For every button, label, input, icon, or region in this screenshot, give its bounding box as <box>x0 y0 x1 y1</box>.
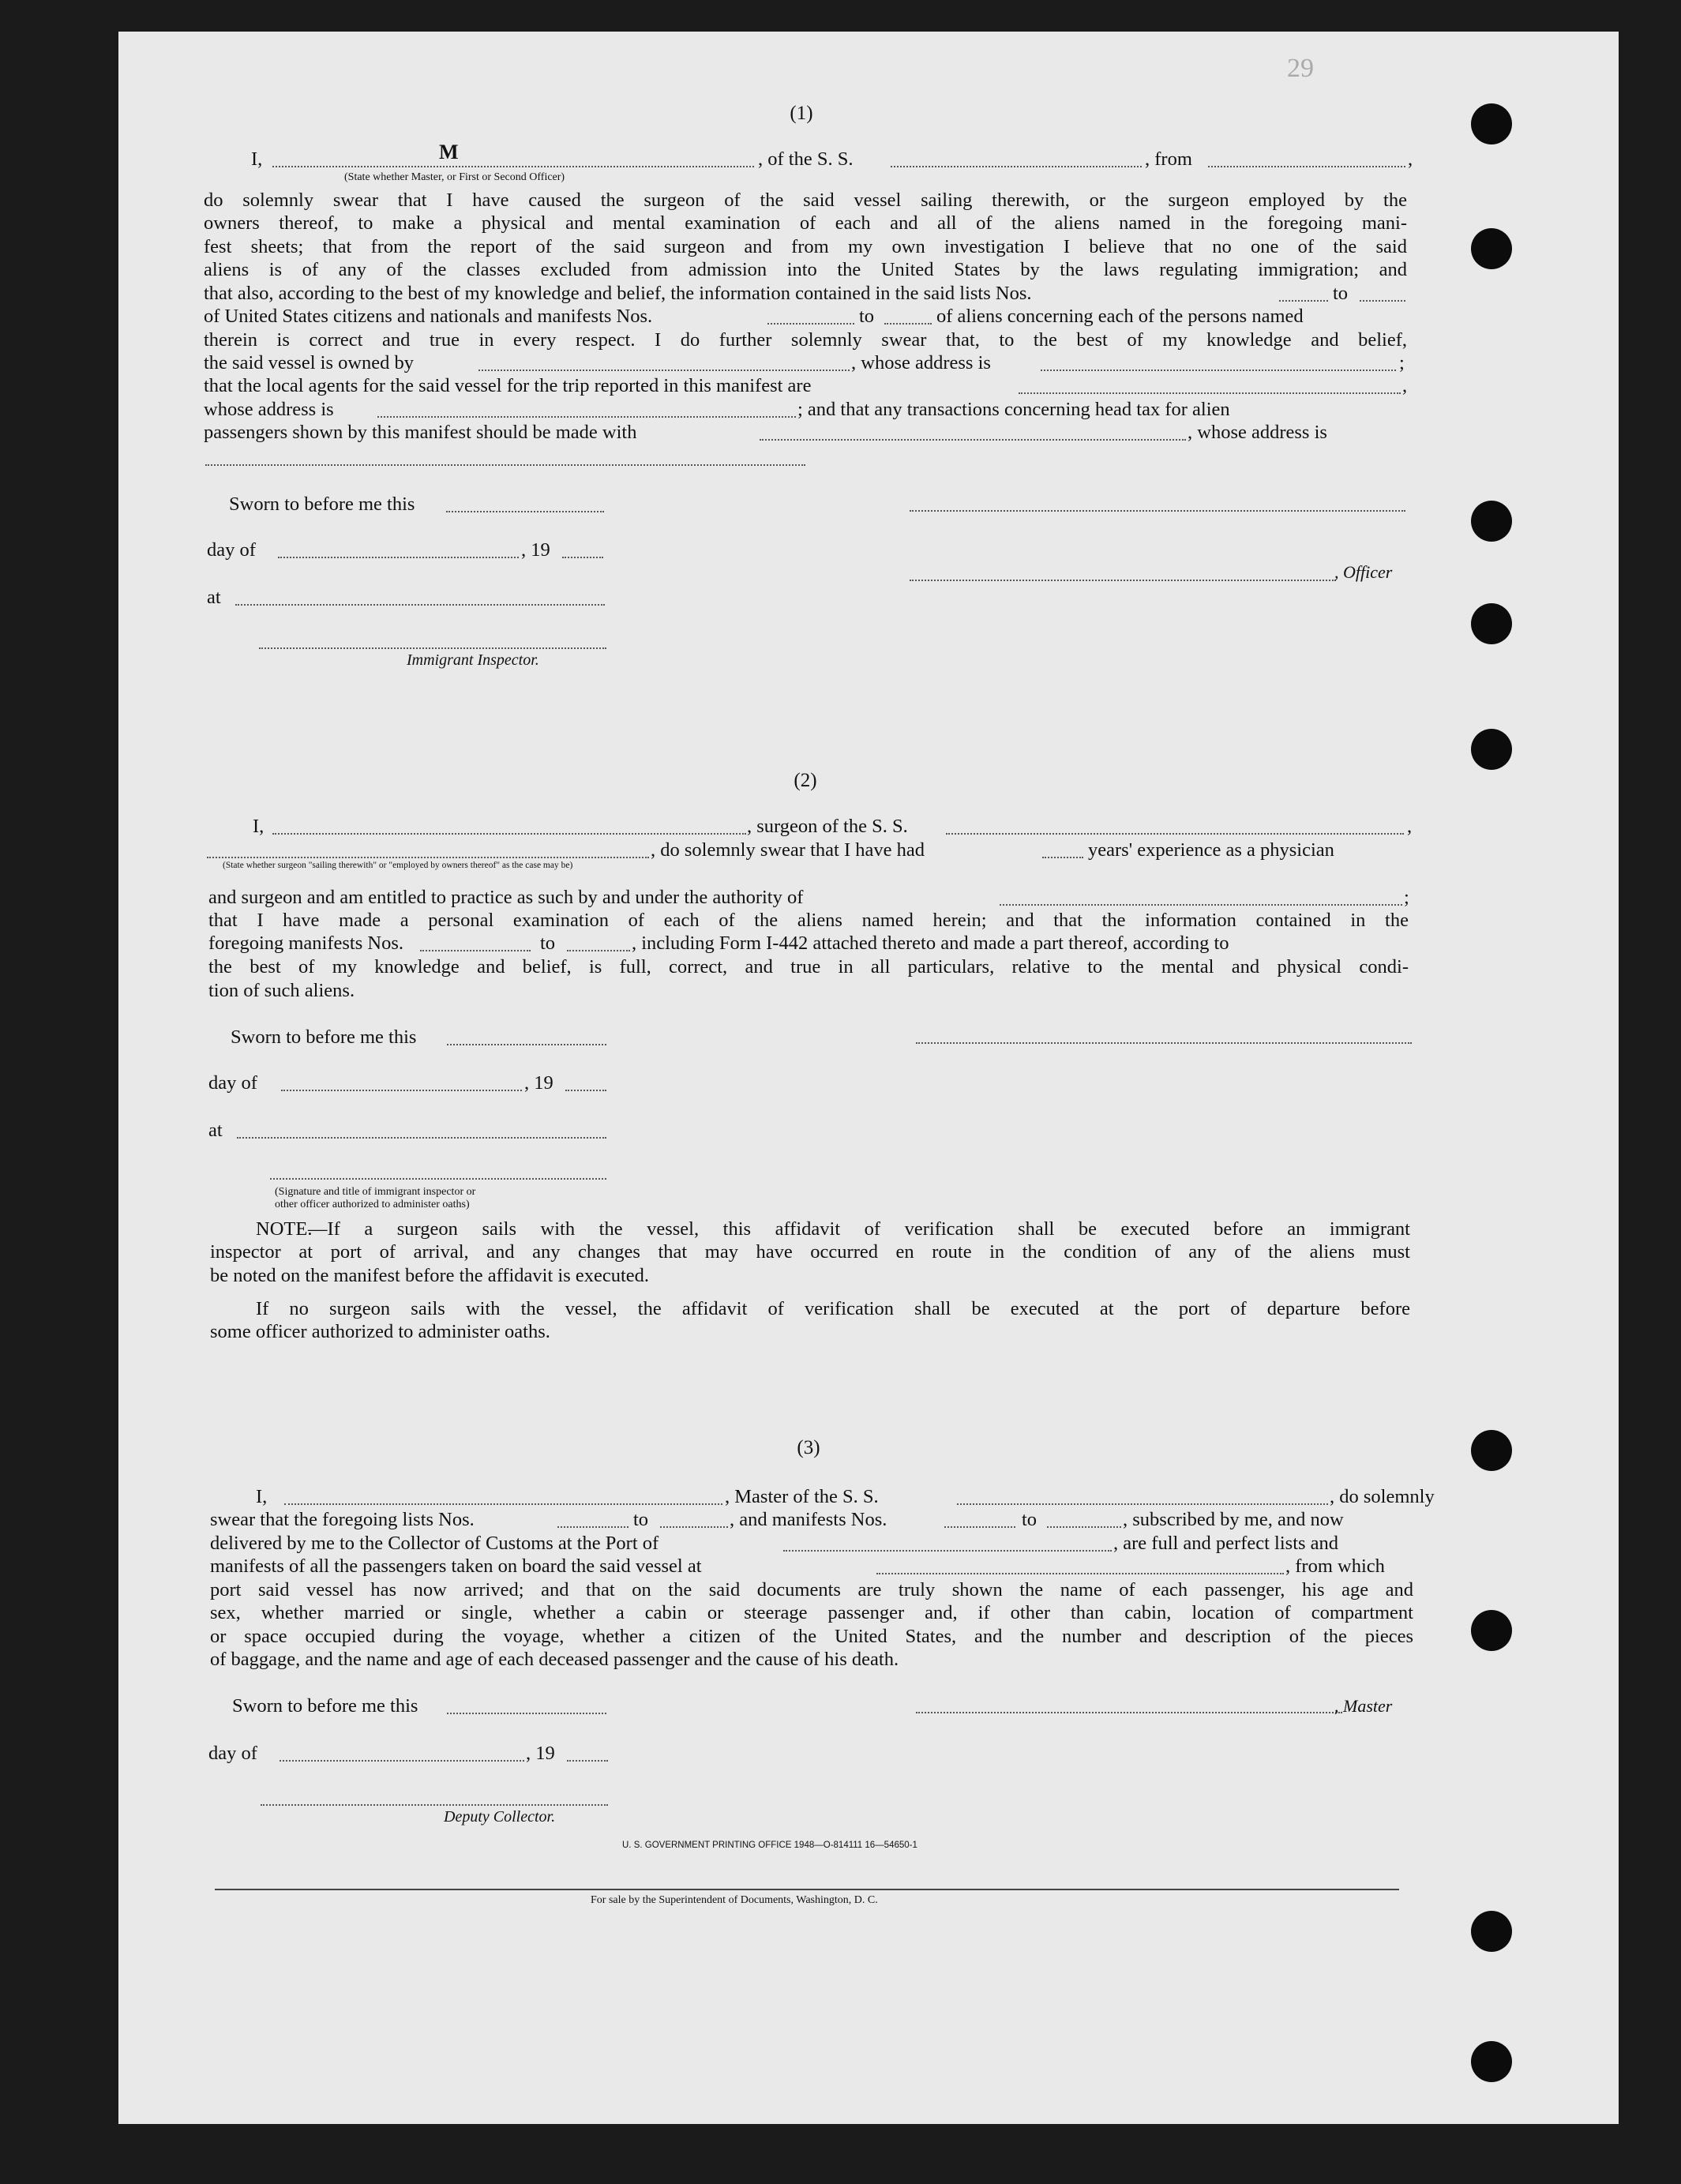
sec3-full-perfect: , are full and perfect lists and <box>1113 1533 1339 1554</box>
sec3-line: port said vessel has now arrived; and that on the said documents are truly shown the name of each passenger, his age and <box>210 1579 1413 1600</box>
sec2-comma: , <box>1407 816 1413 837</box>
sec2-sworn-blank <box>447 1044 606 1045</box>
sec2-sig-note-1: (Signature and title of immigrant inspector or <box>275 1186 476 1198</box>
sec2-sworn-label: Sworn to before me this <box>231 1026 417 1048</box>
sec3-lists-to-blank <box>660 1526 728 1528</box>
sec3-embark-blank <box>876 1573 1284 1574</box>
sec1-line: passengers shown by this manifest should be made with <box>204 422 637 443</box>
sec2-day-of-label: day of <box>208 1072 257 1094</box>
sec2-years-blank <box>1042 857 1083 858</box>
printing-office-line: U. S. GOVERNMENT PRINTING OFFICE 1948—O-814111 16—54650-1 <box>622 1841 917 1850</box>
sec2-note-paragraph <box>210 1240 1410 1263</box>
sec1-from-blank <box>1208 166 1405 167</box>
sec2-at-label: at <box>208 1120 223 1141</box>
section-3-heading: (3) <box>797 1437 820 1458</box>
sec1-day-of-label: day of <box>207 539 256 561</box>
sec3-day-of-label: day of <box>208 1743 257 1764</box>
sec3-subscribed: , subscribed by me, and now <box>1123 1509 1344 1530</box>
sec1-officer-sig-line-2 <box>910 580 1336 581</box>
sec1-tax-address-blank <box>205 464 805 466</box>
sec3-line: or space occupied during the voyage, whether a citizen of the United States, and the number and description of the pieces <box>210 1625 1413 1647</box>
sec3-sworn-blank <box>447 1713 606 1714</box>
sec3-master-title: , Master <box>1334 1696 1393 1716</box>
sec3-manifests-from-blank <box>944 1526 1015 1528</box>
sec2-manifests-from-blank <box>420 950 531 951</box>
sec3-line: of baggage, and the name and age of each deceased passenger and the cause of his death. <box>210 1649 899 1670</box>
sec1-at-blank <box>235 604 605 606</box>
sec3-line: sex, whether married or single, whether a cabin or steerage passenger and, if other than cabin, location of compartment <box>210 1602 1413 1624</box>
sec2-years-experience: years' experience as a physician <box>1088 839 1334 861</box>
sec1-line: fest sheets; that from the report of the said surgeon and from my own investigation I believe that no one of the said <box>204 235 1407 257</box>
sec2-at-blank <box>237 1137 606 1139</box>
sec1-year-label: , 19 <box>521 539 550 561</box>
sec1-lists-from-blank <box>1279 300 1328 302</box>
sec3-year-label: , 19 <box>526 1743 555 1764</box>
sec1-transactions: ; and that any transactions concerning head tax for alien <box>797 399 1230 420</box>
sec1-year-blank <box>562 557 603 558</box>
sec3-master-of: , Master of the S. S. <box>725 1486 879 1507</box>
sec1-officer-title: , Officer <box>1334 562 1393 582</box>
sec1-from-tail: , <box>1408 148 1413 170</box>
sec3-and-manifests: , and manifests Nos. <box>730 1509 887 1530</box>
sec1-officer-name-blank <box>272 166 754 167</box>
sec1-line: aliens is of any of the classes excluded from admission into the United States by the laws regulating immigration; and <box>204 259 1407 281</box>
sec1-day-blank <box>278 557 519 558</box>
sec3-to: to <box>1022 1509 1037 1530</box>
sec3-port-blank <box>783 1550 1112 1552</box>
sec1-whose-address: , whose address is <box>1188 422 1327 443</box>
sec1-oath-lead: I, <box>251 148 263 170</box>
sec2-note2-line: some officer authorized to administer oaths. <box>210 1321 550 1342</box>
sec1-inspector-title: Immigrant Inspector. <box>407 651 539 669</box>
sec1-sworn-blank <box>446 511 604 512</box>
sec2-line-authority: and surgeon and am entitled to practice as such by and under the authority of <box>208 887 804 908</box>
sec3-lists-from-blank <box>557 1526 628 1528</box>
sec2-note-label <box>256 1218 312 1240</box>
sec3-day-blank <box>280 1760 524 1762</box>
sec2-inspector-sig-line <box>270 1178 606 1180</box>
sec3-from-which: , from which <box>1285 1555 1385 1577</box>
sec1-of-the-ss: , of the S. S. <box>758 148 854 170</box>
sec1-to: to <box>1333 283 1349 304</box>
sec2-note2-line: If no surgeon sails with the vessel, the affidavit of verification shall be executed at the port of departure before <box>256 1298 1410 1319</box>
sec2-year-blank <box>565 1090 606 1091</box>
sec2-manifests-to-blank <box>567 950 630 951</box>
sec3-oath-lead: I, <box>256 1486 268 1507</box>
section-2-heading: (2) <box>794 770 817 791</box>
sec3-delivered: delivered by me to the Collector of Customs at the Port of <box>210 1533 659 1554</box>
sec3-master-name-blank <box>284 1503 722 1505</box>
punch-hole <box>1471 1911 1512 1952</box>
sec3-to: to <box>633 1509 649 1530</box>
sec3-year-blank <box>567 1760 608 1762</box>
sec1-line: owners thereof, to make a physical and mental examination of each and all of the aliens named in the foregoing mani- <box>204 212 1407 235</box>
sec3-collector-title: Deputy Collector. <box>444 1808 556 1826</box>
sec1-comma: , <box>1402 375 1408 396</box>
sec1-inspector-sig-line <box>259 647 606 649</box>
sec1-line: whose address is <box>204 399 334 420</box>
sec2-line: that I have made a personal examination of each of the aliens named herein; and that the information contained in the <box>208 910 1409 931</box>
sec2-oath-lead: I, <box>253 816 265 837</box>
sec2-surgeon-sig-line <box>916 1042 1412 1044</box>
sec2-do-swear: , do solemnly swear that I have had <box>651 839 925 861</box>
sec2-year-label: , 19 <box>524 1072 553 1094</box>
sec2-authority-blank <box>1000 904 1402 906</box>
sec1-whose-address: , whose address is <box>851 352 991 373</box>
sec1-oath-paragraph <box>204 328 1407 351</box>
note-label-text: NOTE. <box>256 1218 313 1240</box>
punch-hole <box>1471 228 1512 269</box>
sec2-state-note: (State whether surgeon "sailing therewith" or "employed by owners thereof" as the case may be) <box>223 861 573 870</box>
sec2-surgeon-of: , surgeon of the S. S. <box>747 816 908 837</box>
sec1-of-aliens: of aliens concerning each of the persons named <box>936 306 1304 327</box>
sec2-line-manifests-b: , including Form I-442 attached thereto and made a part thereof, according to <box>632 933 1229 954</box>
sec1-vessel-blank <box>891 166 1142 167</box>
sec1-line: do solemnly swear that I have caused the surgeon of the said vessel sailing therewith, or the surgeon employed by the <box>204 190 1407 211</box>
sec2-line: the best of my knowledge and belief, is full, correct, and true in all particulars, relative to the mental and physical condi- <box>208 956 1409 978</box>
sec3-oath-paragraph <box>210 1578 1413 1648</box>
sec1-manifests-to-blank <box>884 323 932 325</box>
sec2-note2-first-line <box>256 1297 1410 1320</box>
page-number: 29 <box>1287 54 1314 83</box>
punch-hole <box>1471 1430 1512 1471</box>
punch-hole <box>1471 1610 1512 1651</box>
sec1-at-label: at <box>207 587 221 608</box>
sec2-to: to <box>540 933 556 954</box>
sec3-manifests-to-blank <box>1047 1526 1121 1528</box>
sec1-manifests-from-blank <box>767 323 854 325</box>
sec2-note-first-line <box>308 1218 1410 1240</box>
sec1-semicolon: ; <box>1399 352 1405 373</box>
sec2-note-line: inspector at port of arrival, and any changes that may have occurred en route in the condition of any of the aliens must <box>210 1241 1410 1263</box>
sec1-oath-paragraph <box>204 189 1407 282</box>
punch-hole <box>1471 501 1512 542</box>
sec2-surgeon-status-blank <box>207 857 649 858</box>
punch-hole <box>1471 603 1512 644</box>
sec1-from: , from <box>1145 148 1192 170</box>
sec2-exam-line <box>208 909 1409 932</box>
sec1-officer-sig-line-1 <box>910 510 1405 512</box>
sec3-sworn-label: Sworn to before me this <box>232 1695 418 1717</box>
sec2-best-line <box>208 955 1409 978</box>
sec2-line-tion: tion of such aliens. <box>208 980 355 1001</box>
sec1-line: of United States citizens and nationals and manifests Nos. <box>204 306 653 327</box>
for-sale-line: For sale by the Superintendent of Documents, Washington, D. C. <box>591 1894 878 1906</box>
sec3-do-solemnly: , do solemnly <box>1330 1486 1435 1507</box>
sec2-note-line: —If a surgeon sails with the vessel, this affidavit of verification shall be executed before an immigrant <box>308 1218 1410 1240</box>
sec2-semicolon: ; <box>1404 887 1409 908</box>
sec1-sworn-label: Sworn to before me this <box>229 493 415 515</box>
sec1-owner-blank <box>478 370 850 371</box>
sec1-line: the said vessel is owned by <box>204 352 415 373</box>
sec1-owner-address-blank <box>1041 370 1396 371</box>
sec2-sig-note-2: other officer authorized to administer oaths) <box>275 1199 470 1210</box>
sec2-line-manifests-a: foregoing manifests Nos. <box>208 933 403 954</box>
sec1-agents-blank <box>1019 392 1401 394</box>
sec1-state-note: (State whether Master, or First or Second Officer) <box>344 171 565 183</box>
sec1-agents-address-blank <box>377 416 796 418</box>
punch-hole <box>1471 729 1512 770</box>
sec3-vessel-blank <box>957 1503 1328 1505</box>
sec1-head-tax-blank <box>760 439 1186 441</box>
punch-hole <box>1471 103 1512 144</box>
sec3-swear-lists: swear that the foregoing lists Nos. <box>210 1509 475 1530</box>
sec1-line: that also, according to the best of my knowledge and belief, the information contained in the said lists Nos. <box>204 283 1032 304</box>
sec2-surgeon-name-blank <box>272 833 746 835</box>
footer-rule <box>215 1889 1399 1890</box>
sec1-to: to <box>859 306 875 327</box>
sec1-initial-mark: M <box>439 141 459 163</box>
sec3-master-sig-line <box>916 1712 1342 1713</box>
sec1-line: therein is correct and true in every respect. I do further solemnly swear that, to the best of my knowledge and belief, <box>204 329 1407 351</box>
sec3-manifests-all: manifests of all the passengers taken on board the said vessel at <box>210 1555 702 1577</box>
sec2-day-blank <box>281 1090 522 1091</box>
sec2-vessel-blank <box>946 833 1404 835</box>
sec1-lists-to-blank <box>1360 300 1405 302</box>
section-1-heading: (1) <box>790 103 813 124</box>
sec2-note-line: be noted on the manifest before the affidavit is executed. <box>210 1265 650 1286</box>
punch-hole <box>1471 2041 1512 2082</box>
sec3-collector-sig-line <box>261 1804 608 1806</box>
sec1-line: that the local agents for the said vessel for the trip reported in this manifest are <box>204 375 812 396</box>
